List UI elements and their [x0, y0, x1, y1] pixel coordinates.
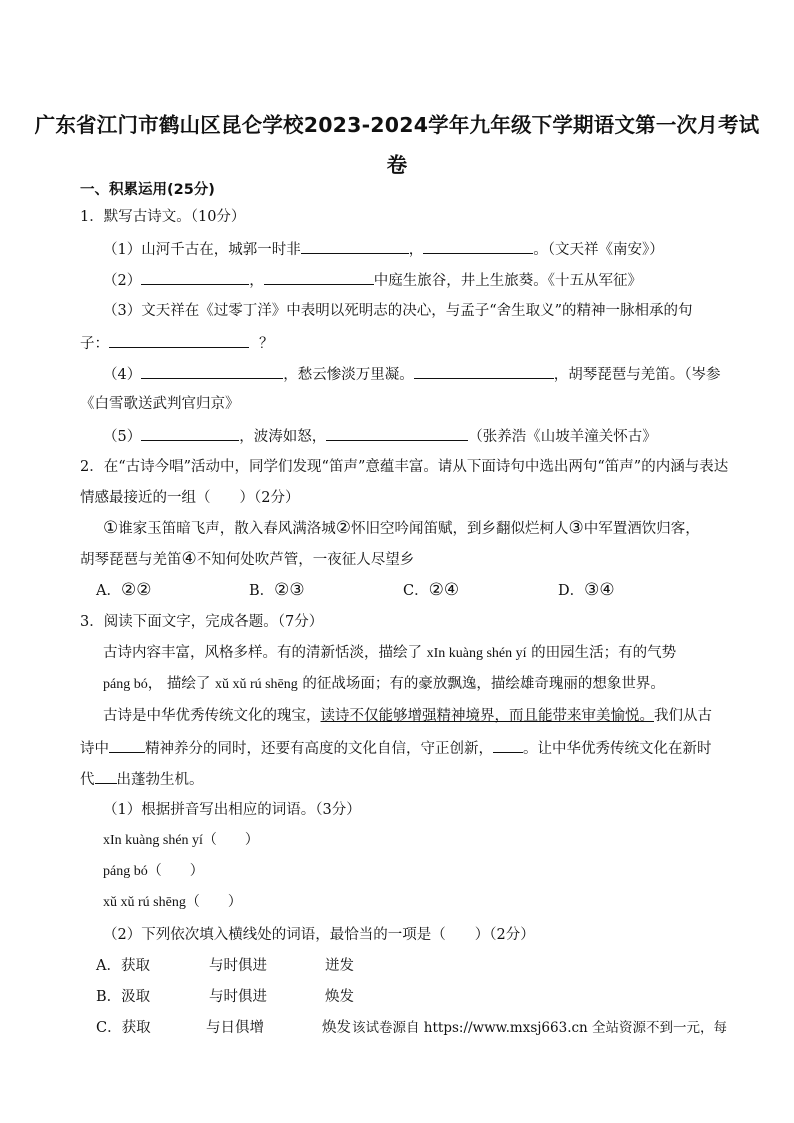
q1-item5-text-b: ，波涛如怒，: [239, 429, 327, 445]
para-text: 古诗是中华优秀传统文化的瑰宝，: [103, 708, 321, 724]
answer-blank[interactable]: [264, 270, 374, 285]
q3-para2-line2: [80, 738, 712, 758]
q1-item4-line2: 《白雪歌送武判官归京》: [80, 396, 240, 412]
q1-item5-text-a: （5）: [103, 429, 142, 445]
q1-item2-text-c: 中庭生旅谷，井上生旅葵。《十五从军征》: [373, 273, 642, 289]
answer-blank[interactable]: [109, 333, 249, 348]
para-text: 我们从古: [654, 708, 712, 724]
option-value: ③④: [584, 580, 615, 600]
q3-sub1-c[interactable]: xǔ xǔ rú shēng（ ）: [103, 895, 242, 910]
q3-para2-line1: [103, 707, 712, 725]
q3-sub1-b[interactable]: páng bó（ ）: [103, 864, 204, 879]
para-text: 代: [80, 772, 95, 788]
option-value: ②②: [120, 580, 152, 600]
q3-option-a-word2: 与时俱进: [209, 958, 267, 974]
answer-blank[interactable]: [326, 426, 468, 441]
para-text: 出蓬勃生机。: [116, 772, 204, 788]
fill-blank[interactable]: [109, 738, 145, 753]
q1-item3-line2: [80, 333, 274, 353]
option-value: ②③: [274, 580, 305, 600]
para-text: 诗中: [80, 741, 109, 757]
q1-item5-text-c: （张养浩《山坡羊潼关怀古》: [468, 429, 657, 445]
q3-option-c-word3: 焕发: [322, 1020, 351, 1036]
q3-option-a[interactable]: A．获取: [96, 958, 150, 974]
para-text: 的田园生活；有的气势: [526, 645, 677, 661]
poem-line-4: 不知何处吹芦管，一夜征人尽望乡: [196, 552, 415, 568]
q3-option-a-word3: 迸发: [325, 958, 354, 974]
q1-item2: [103, 270, 642, 290]
para-text: ， 描绘了: [147, 676, 215, 692]
answer-blank[interactable]: [141, 426, 239, 441]
q2-option-d[interactable]: [558, 581, 615, 600]
q1-item4-text-a: （4）: [103, 367, 142, 383]
q1-item4-text-c: ，胡琴琵琶与羌笛。（岑参: [553, 367, 721, 383]
q1-item1-text-a: （1）山河千古在，城郭一时非: [103, 242, 301, 258]
para-text: 精神养分的同时，还要有高度的文化自信，守正创新，: [145, 741, 493, 757]
option-letter: A．: [96, 583, 121, 599]
q2-stem-line2: 情感最接近的一组（ ）（2分）: [80, 490, 300, 506]
q3-para2-line3: [80, 769, 204, 789]
q3-option-b-word2: 与时俱进: [209, 989, 267, 1005]
q1-stem: 1．默写古诗文。（10分）: [80, 209, 246, 225]
fill-blank[interactable]: [493, 738, 523, 753]
q3-sub2: （2）下列依次填入横线处的词语，最恰当的一项是（ ）（2分）: [103, 927, 535, 943]
q2-poems-line1: [103, 519, 700, 538]
q2-option-b[interactable]: [249, 581, 305, 600]
q1-item3-line1: （3）文天祥在《过零丁洋》中表明以死明志的决心，与孟子“舍生取义”的精神一脉相承的句: [103, 303, 693, 319]
answer-blank[interactable]: [414, 364, 554, 379]
para-text: 的征战场面；有的豪放飘逸，描绘雄奇瑰丽的想象世界。: [297, 676, 665, 692]
q3-option-c[interactable]: C．获取: [96, 1020, 151, 1036]
q1-item3-text-b: 子：: [80, 336, 109, 352]
q3-stem: 3．阅读下面文字，完成各题。（7分）: [80, 614, 324, 630]
document-title-line1: 广东省江门市鹤山区昆仑学校2023-2024学年九年级下学期语文第一次月考试: [34, 113, 760, 137]
q3-para1-line2: [103, 675, 665, 694]
circled-number-4: ④: [181, 549, 197, 569]
q1-item5: [103, 426, 657, 446]
option-letter: B．: [249, 583, 275, 599]
poem-line-2: 怀旧空吟闻笛赋，到乡翻似烂柯人: [351, 521, 569, 537]
q1-item1: [103, 239, 664, 259]
poem-line-3-cont: 胡琴琵琶与羌笛: [80, 552, 182, 568]
fill-blank[interactable]: [95, 769, 117, 784]
pinyin: xIn kuàng shén yí: [426, 646, 527, 661]
q3-sub1-a[interactable]: xIn kuàng shén yí（ ）: [103, 833, 259, 848]
q3-option-b[interactable]: B．汲取: [96, 989, 151, 1005]
q1-item2-text-a: （2）: [103, 273, 142, 289]
q3-para1-line1: [103, 644, 676, 663]
q2-option-c[interactable]: [403, 581, 459, 600]
section-heading: 一、积累运用(25分): [80, 182, 215, 198]
q2-poems-line2: [80, 550, 414, 569]
q1-item3-text-c: ？: [259, 336, 274, 352]
q2-stem-line1: 2．在“古诗今唱”活动中，同学们发现“笛声”意蕴丰富。请从下面诗句中选出两句“笛声”的内涵与表达: [80, 459, 729, 475]
q1-item4-text-b: ，愁云惨淡万里凝。: [283, 367, 414, 383]
document-title-line2: 卷: [386, 153, 408, 177]
pinyin: xǔ xǔ rú shēng: [214, 677, 298, 692]
para-text: 古诗内容丰富，风格多样。有的清新恬淡，描绘了: [103, 645, 427, 661]
circled-number-2: ②: [335, 518, 351, 538]
pinyin: páng bó: [103, 677, 148, 692]
poem-line-1: 谁家玉笛暗飞声，散入春风满洛城: [118, 521, 336, 537]
answer-blank[interactable]: [141, 270, 249, 285]
option-value: ②④: [428, 580, 460, 600]
q1-item1-text-c: 。（文天祥《南安》）: [533, 242, 664, 258]
para-text: 。让中华优秀传统文化在新时: [523, 741, 712, 757]
source-watermark: 该试卷源自 https://www.mxsj663.cn 全站资源不到一元，每: [352, 1020, 728, 1036]
answer-blank[interactable]: [301, 239, 409, 254]
option-letter: C．: [403, 583, 429, 599]
circled-number-1: ①: [103, 518, 119, 538]
option-letter: D．: [558, 583, 585, 599]
q1-item2-text-b: ，: [249, 273, 264, 289]
underlined-sentence: 读诗不仅能够增强精神境界，而且能带来审美愉悦。: [320, 708, 654, 724]
answer-blank[interactable]: [423, 239, 533, 254]
q3-option-b-word3: 焕发: [325, 989, 354, 1005]
answer-blank[interactable]: [141, 364, 283, 379]
q1-item4-line1: [103, 364, 720, 384]
q3-sub1: （1）根据拼音写出相应的词语。（3分）: [103, 802, 361, 818]
q2-option-a[interactable]: [96, 581, 151, 600]
poem-line-3: 中军置酒饮归客，: [583, 521, 700, 537]
q3-option-c-word2: 与日俱增: [206, 1020, 264, 1036]
q1-item1-text-b: ，: [408, 242, 424, 258]
circled-number-3: ③: [568, 518, 584, 538]
